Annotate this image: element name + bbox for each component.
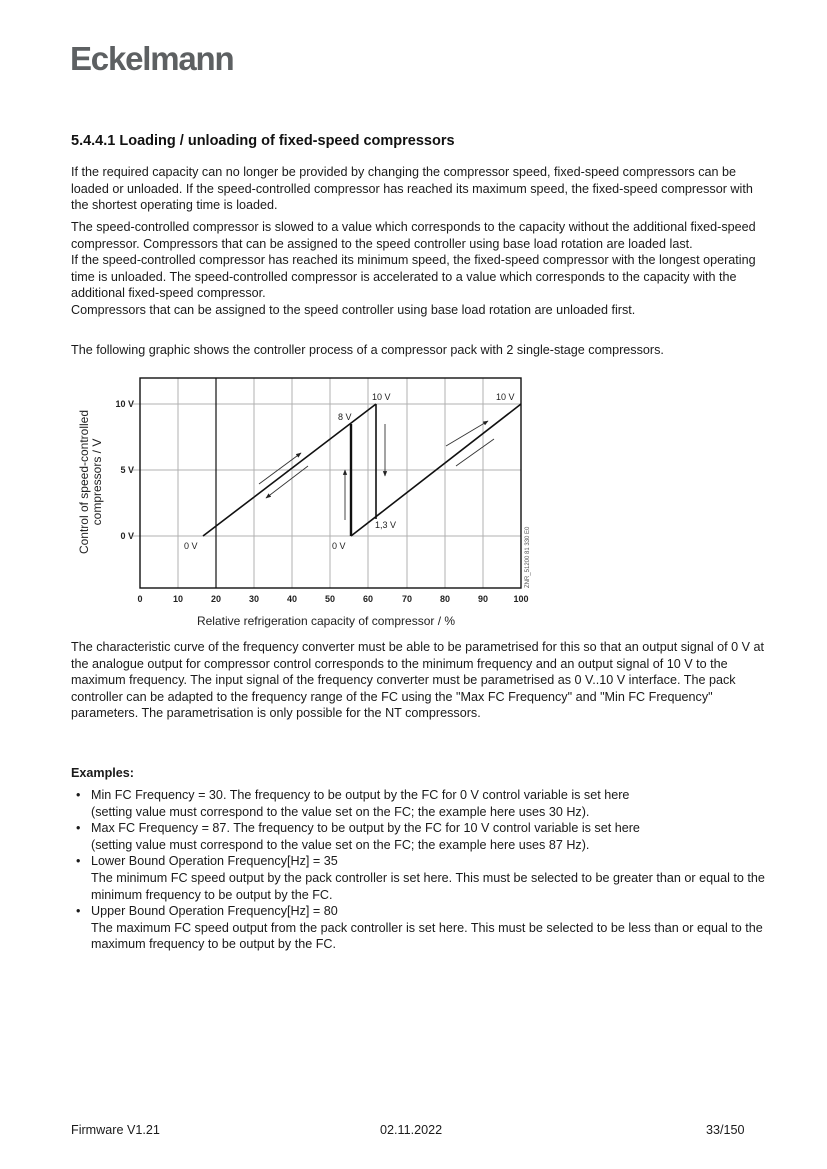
section-title: 5.4.4.1 Loading / unloading of fixed-speed compressors [71,133,455,149]
label-8v: 8 V [338,412,352,422]
y-tick: 5 V [120,465,134,475]
x-tick: 0 [137,594,143,604]
y-tick: 0 V [120,531,134,541]
bullet-icon: • [76,821,81,836]
x-tick: 70 [401,594,413,604]
point-labels [184,392,515,551]
item-line: Max FC Frequency = 87. The frequency to be output by the FC for 10 V control variable is set here [91,821,640,836]
paragraph-text: Compressors that can be assigned to the speed controller using base load rotation are unloaded first. [71,302,636,317]
x-tick: 100 [513,594,529,604]
item-line: Lower Bound Operation Frequency[Hz] = 35 [91,854,338,869]
item-line: (setting value must correspond to the value set on the FC; the example here uses 87 Hz). [91,837,590,852]
y-tick: 10 V [115,399,134,409]
list-item [71,903,771,953]
paragraph-intro [71,164,771,214]
x-tick: 10 [172,594,184,604]
x-tick-labels [137,594,528,604]
figure-id-label: ZNR_51200 81 330 E0 [525,526,531,588]
x-tick: 50 [324,594,336,604]
paragraph-text: If the speed-controlled compressor has reached its minimum speed, the fixed-speed compressor with the longest operating time is unloaded. The speed-controlled compressor is accelerated to a value which corresponds to the capacity with the additional fixed-speed compressor. [71,253,756,301]
item-line: Upper Bound Operation Frequency[Hz] = 80 [91,904,338,919]
bullet-icon: • [76,904,81,919]
footer-date: 02.11.2022 [380,1123,443,1137]
paragraph-text: The characteristic curve of the frequency converter must be able to be parametrised for this so that an output signal of 0 V at the analogue output for compressor control corresponds to the minimum frequency and an output signal of 10 V to the maximum frequency. The input signal of the frequency converter must be parametrised as 0 V..10 V interface. The pack controller can be adapted to the frequency range of the FC using the "Max FC Frequency" and "Min FC Frequency" parameters. The parametrisation is only possible for the NT compressors. [71,640,765,721]
footer-page-number: 33/150 [706,1123,745,1137]
label-0v-mid: 0 V [332,541,346,551]
x-tick: 60 [362,594,374,604]
x-tick: 90 [477,594,489,604]
grid-lines [133,378,521,588]
svg-text:Control of speed-controlled: Control of speed-controlled [77,409,91,555]
y-axis-title [77,410,104,554]
list-item [71,820,771,853]
item-line: (setting value must correspond to the value set on the FC; the example here uses 30 Hz). [91,804,590,819]
x-tick: 20 [210,594,222,604]
paragraph-slowdown [71,219,771,319]
chart-svg [70,372,540,632]
label-0v-left: 0 V [184,541,198,551]
list-item [71,787,771,820]
paragraph-text: The speed-controlled compressor is slowed to a value which corresponds to the capacity without the additional fixed-speed compressor. Compressors that can be assigned to the speed controller using base load rotation are loaded last. [71,220,756,251]
item-line: The minimum FC speed output by the pack controller is set here. This must be selected to be greater than or equal to the minimum frequency to be output by the FC. [91,870,765,902]
footer-firmware: Firmware V1.21 [71,1123,160,1137]
svg-text:compressors / V: compressors / V [90,438,104,526]
item-line: The maximum FC speed output from the pack controller is set here. This must be selected to be less than or equal to the maximum frequency to be output by the FC. [91,920,763,952]
x-tick: 30 [248,594,260,604]
examples-list [71,787,771,953]
bullet-icon: • [76,788,81,802]
list-item [71,853,771,903]
y-tick-labels [115,399,134,541]
paragraph-graphic-intro [71,342,771,359]
paragraph-text: If the required capacity can no longer be provided by changing the compressor speed, fixed-speed compressors can be loaded or unloaded. If the speed-controlled compressor has reached its maximum speed, the fixed-speed compressor with the shortest operating time is loaded. [71,165,753,213]
label-10v-right: 10 V [496,392,515,402]
control-chart [70,372,540,632]
item-line: Min FC Frequency = 30. The frequency to be output by the FC for 0 V control variable is set here [91,788,630,802]
x-tick: 40 [286,594,298,604]
x-tick: 80 [439,594,451,604]
bullet-icon: • [76,854,81,869]
examples-heading: Examples: [71,766,134,780]
label-1-3v: 1,3 V [375,520,397,530]
paragraph-text: The following graphic shows the controller process of a compressor pack with 2 single-stage compressors. [71,343,664,357]
label-10v-mid: 10 V [372,392,391,402]
eckelmann-logo: Eckelmann [70,40,234,77]
paragraph-fc-curve [71,639,771,722]
x-axis-title: Relative refrigeration capacity of compressor / % [196,614,456,628]
